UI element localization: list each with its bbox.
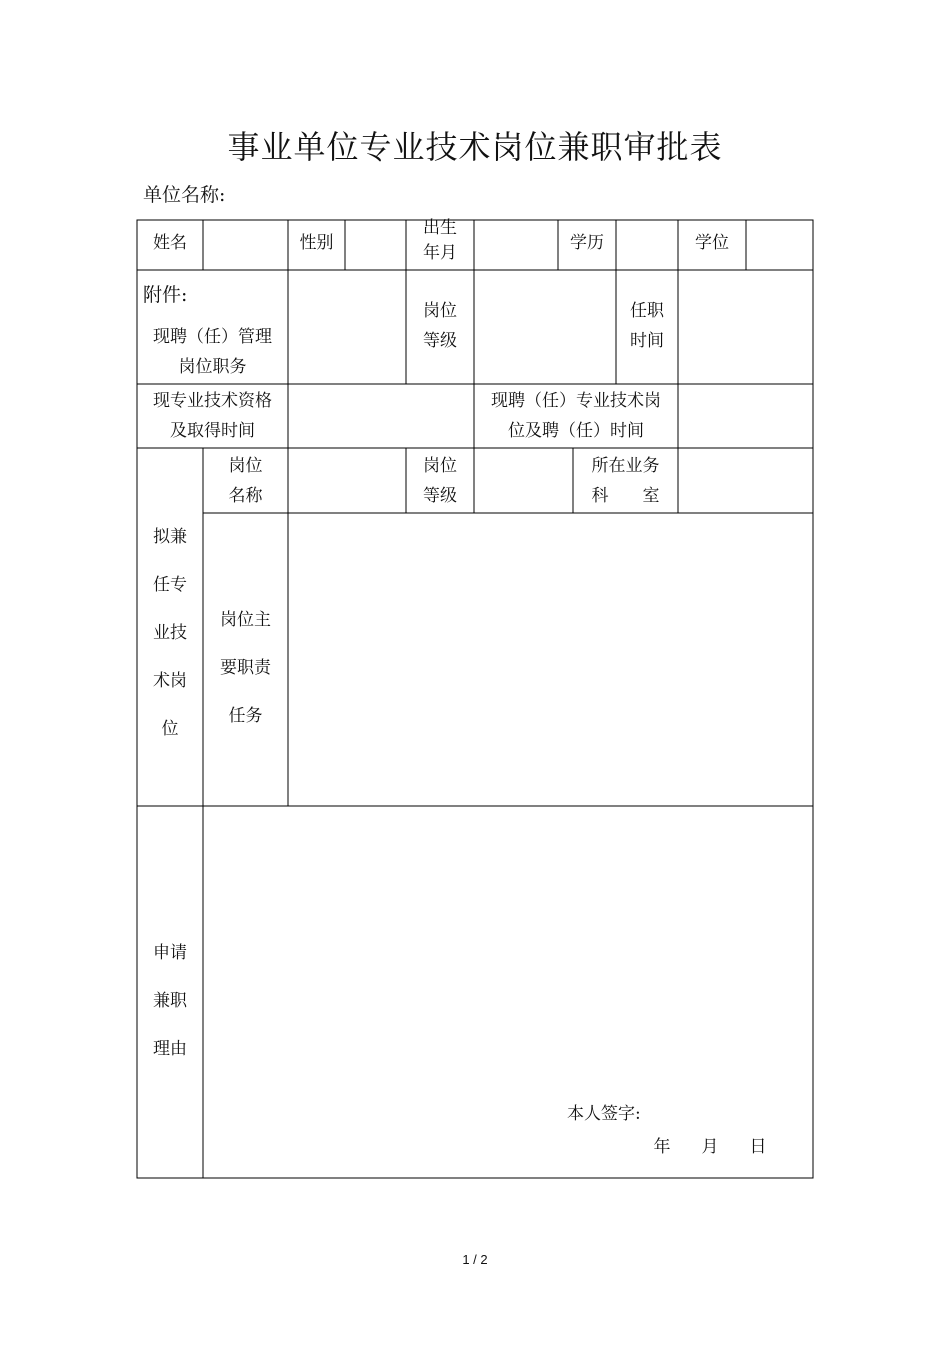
label-day: 日 <box>749 1137 767 1157</box>
field-current-tech-post[interactable] <box>678 384 813 448</box>
label-main-duties <box>203 596 288 740</box>
field-proposed-post-name[interactable] <box>288 448 406 513</box>
field-current-mgmt[interactable] <box>288 270 406 384</box>
label-degree: 学位 <box>695 233 729 253</box>
label-birth <box>406 216 474 266</box>
label-current-tech-post-line1: 现聘（任）专业技术岗 <box>491 391 661 411</box>
field-education[interactable] <box>616 220 678 270</box>
field-main-duties[interactable] <box>288 513 813 806</box>
label-education: 学历 <box>570 233 604 253</box>
field-gender[interactable] <box>345 220 406 270</box>
label-proposed-post-name-line1: 岗位 <box>228 456 263 476</box>
label-department-line2: 科 室 <box>591 486 660 506</box>
duties-line: 任务 <box>228 706 263 726</box>
reason-line: 理由 <box>153 1039 187 1059</box>
label-tenure-line1: 任职 <box>630 301 664 321</box>
section-line: 任专 <box>153 575 187 595</box>
label-proposed-post-name-line2: 名称 <box>228 486 263 506</box>
field-post-level[interactable] <box>474 270 616 384</box>
label-post-level-line2: 等级 <box>423 331 457 351</box>
label-current-mgmt <box>137 322 288 382</box>
label-current-tech-post <box>474 386 678 446</box>
field-proposed-post-level[interactable] <box>474 448 573 513</box>
label-department <box>573 451 678 511</box>
field-degree[interactable] <box>746 220 813 270</box>
label-qualification <box>137 386 288 446</box>
label-proposed-post-level <box>406 451 474 511</box>
label-proposed-post-section <box>137 513 203 753</box>
label-year: 年 <box>653 1137 671 1157</box>
field-qualification[interactable] <box>288 384 474 448</box>
label-tenure-line2: 时间 <box>630 331 664 351</box>
label-proposed-post-level-line2: 等级 <box>423 486 457 506</box>
label-application-reason <box>137 929 203 1073</box>
reason-line: 申请 <box>153 943 187 963</box>
label-birth-line1: 出生 <box>423 218 457 238</box>
page-number: 1 / 2 <box>462 1252 488 1267</box>
duties-line: 要职责 <box>220 658 271 678</box>
label-department-line1: 所在业务 <box>591 456 660 476</box>
label-attachment: 附件: <box>143 284 188 306</box>
label-tenure <box>616 296 678 356</box>
label-name: 姓名 <box>153 233 187 253</box>
label-month: 月 <box>701 1137 719 1157</box>
label-qualification-line1: 现专业技术资格 <box>153 391 272 411</box>
label-gender: 性别 <box>299 233 334 253</box>
label-current-mgmt-line1: 现聘（任）管理 <box>153 327 272 347</box>
section-line: 位 <box>161 719 179 739</box>
field-application-reason[interactable] <box>203 806 813 1178</box>
field-department[interactable] <box>678 448 813 513</box>
field-birth[interactable] <box>474 220 558 270</box>
label-signature: 本人签字: <box>567 1104 641 1124</box>
field-tenure[interactable] <box>678 270 813 384</box>
label-proposed-post-name <box>203 451 288 511</box>
document-title: 事业单位专业技术岗位兼职审批表 <box>227 128 723 166</box>
field-name[interactable] <box>203 220 288 270</box>
duties-line: 岗位主 <box>220 610 271 630</box>
reason-line: 兼职 <box>153 991 187 1011</box>
label-post-level <box>406 296 474 356</box>
section-line: 业技 <box>153 623 187 643</box>
section-line: 拟兼 <box>153 527 187 547</box>
label-current-tech-post-line2: 位及聘（任）时间 <box>508 421 644 441</box>
label-current-mgmt-line2: 岗位职务 <box>178 357 247 377</box>
section-line: 术岗 <box>153 671 187 691</box>
label-proposed-post-level-line1: 岗位 <box>423 456 457 476</box>
label-qualification-line2: 及取得时间 <box>170 421 255 441</box>
label-birth-line2: 年月 <box>423 243 457 263</box>
unit-name-label: 单位名称: <box>143 184 226 206</box>
label-post-level-line1: 岗位 <box>423 301 457 321</box>
